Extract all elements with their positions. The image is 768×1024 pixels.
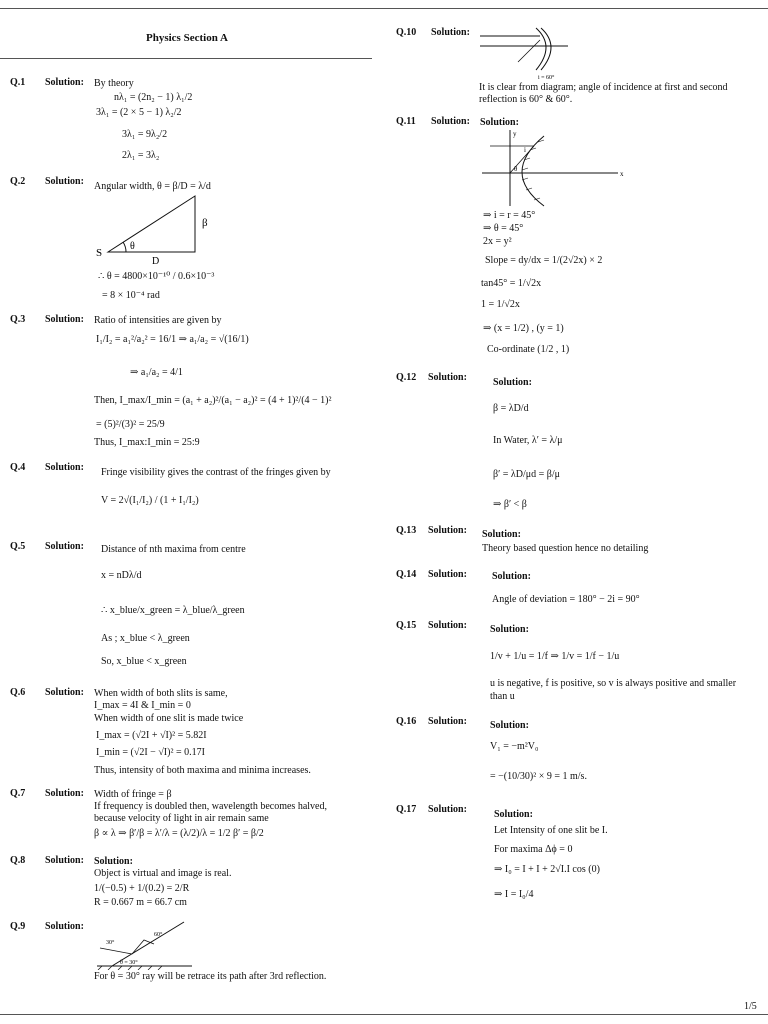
solution-label: Solution: [428, 372, 467, 383]
question-number: Q.15 [396, 620, 417, 631]
solution-line: ⇒ a₁/a₂ = 4/1 [130, 367, 183, 378]
question-number: Q.12 [396, 372, 417, 383]
solution-line: β ∝ λ ⇒ β′/β = λ′/λ = (λ/2)/λ = 1/2 β′ = β/2 [94, 828, 264, 839]
solution-label: Solution: [428, 620, 467, 631]
solution-line: I_max = 4I & I_min = 0 [94, 700, 191, 711]
question-number: Q.16 [396, 716, 417, 727]
solution-line: Solution: [482, 529, 521, 540]
top-rule [0, 8, 768, 9]
solution-line: Slope = dy/dx = 1/(2√2x) × 2 [485, 255, 603, 266]
solution-label: Solution: [45, 855, 84, 866]
solution-label: Solution: [428, 716, 467, 727]
solution-line: Ratio of intensities are given by [94, 315, 222, 326]
solution-line: For maxima Δϕ = 0 [494, 844, 573, 855]
solution-line: = 8 × 10⁻⁴ rad [102, 290, 160, 301]
i-label: i [524, 146, 526, 154]
solution-label: Solution: [428, 569, 467, 580]
s-label: S [96, 247, 103, 259]
solution-line: When width of both slits is same, [94, 688, 228, 699]
solution-line: 1/v + 1/u = 1/f ⇒ 1/v = 1/f − 1/u [490, 651, 620, 662]
solution-line: = −(10/30)² × 9 = 1 m/s. [490, 771, 587, 782]
solution-line: So, x_blue < x_green [101, 656, 187, 667]
solution-label: Solution: [431, 27, 470, 38]
solution-line: R = 0.667 m = 66.7 cm [94, 897, 187, 908]
solution-line: For θ = 30° ray will be retrace its path after 3rd reflection. [94, 971, 327, 982]
bottom-rule [0, 1014, 768, 1015]
solution-label: Solution: [45, 77, 84, 88]
question-number: Q.8 [10, 855, 26, 866]
solution-line: 2x = y² [483, 236, 512, 247]
solution-line: nλ₁ = (2n₂ − 1) λ₁/2 [114, 92, 193, 103]
y-axis-label: y [513, 130, 517, 138]
solution-label: Solution: [45, 462, 84, 473]
solution-line: Solution: [94, 856, 133, 867]
x-axis-label: x [620, 170, 624, 178]
solution-line: u is negative, f is positive, so v is always positive and smaller [490, 678, 737, 689]
question-number: Q.10 [396, 27, 417, 38]
solution-line: = (5)²/(3)² = 25/9 [96, 419, 165, 430]
solution-line: Solution: [490, 720, 529, 731]
solution-line: Then, I_max/I_min = (a₁ + a₂)²/(a₁ − a₂)² = (4 + 1)²/(4 − 1)² [94, 395, 332, 406]
solution-line: Solution: [492, 571, 531, 582]
question-number: Q.11 [396, 116, 416, 127]
solution-line: 3λ₁ = 9λ₂/2 [122, 129, 168, 140]
solution-line: ⇒ (x = 1/2) , (y = 1) [483, 323, 564, 334]
angle-label: 60° [154, 932, 163, 938]
solution-line: x = nDλ/d [101, 570, 142, 581]
question-number: Q.7 [10, 788, 26, 799]
solution-line: 3λ₁ = (2 × 5 − 1) λ₂/2 [96, 107, 182, 118]
question-number: Q.2 [10, 176, 26, 187]
solution-label: Solution: [428, 804, 467, 815]
question-number: Q.9 [10, 921, 26, 932]
question-number: Q.5 [10, 541, 26, 552]
solution-line: Thus, I_max:I_min = 25:9 [94, 437, 200, 448]
solution-line: I_max = (√2I + √I)² = 5.82I [96, 730, 207, 741]
parabolic-mirror-diagram [480, 128, 630, 208]
page-title: Physics Section A [146, 32, 228, 44]
solution-line: Fringe visibility gives the contrast of the fringes given by [101, 467, 331, 478]
solution-line: than u [490, 691, 515, 702]
page-number: 1/5 [744, 1001, 757, 1012]
angle-label: θ = 30° [120, 960, 138, 966]
beta-label: β [202, 217, 208, 229]
question-number: Q.4 [10, 462, 26, 473]
solution-line: Co-ordinate (1/2 , 1) [487, 344, 570, 355]
solution-line: 1 = 1/√2x [481, 299, 520, 310]
solution-line: By theory [94, 78, 134, 89]
solution-line: β = λD/d [493, 403, 529, 414]
solution-line: ⇒ θ = 45° [483, 223, 524, 234]
solution-line: I_min = (√2I − √I)² = 0.17I [96, 747, 205, 758]
solution-label: Solution: [45, 921, 84, 932]
curved-mirror-diagram [478, 24, 588, 80]
solution-line: ∴ θ = 4800×10⁻¹⁰ / 0.6×10⁻³ [98, 271, 215, 282]
triangle-diagram [90, 192, 220, 266]
solution-label: Solution: [45, 541, 84, 552]
solution-line: Theory based question hence no detailing [482, 543, 649, 554]
solution-line: ⇒ β′ < β [493, 499, 527, 510]
question-number: Q.17 [396, 804, 417, 815]
question-number: Q.6 [10, 687, 26, 698]
solution-line: tan45° = 1/√2x [481, 278, 542, 289]
solution-line: Thus, intensity of both maxima and minima increases. [94, 765, 311, 776]
question-number: Q.3 [10, 314, 26, 325]
solution-line: Solution: [494, 809, 533, 820]
d-label: D [152, 256, 160, 266]
solution-line: because velocity of light in air remain same [94, 813, 269, 824]
solution-line: Object is virtual and image is real. [94, 868, 232, 879]
solution-line: β′ = λD/μd = β/μ [493, 469, 560, 480]
solution-line: When width of one slit is made twice [94, 713, 244, 724]
solution-label: Solution: [45, 314, 84, 325]
solution-label: Solution: [45, 687, 84, 698]
mirror-reflection-diagram [92, 918, 202, 970]
incidence-angle-label: i = 60° [538, 75, 555, 80]
theta-label: θ [514, 165, 518, 173]
solution-line: reflection is 60° & 60°. [479, 94, 573, 105]
solution-line: I₁/I₂ = a₁²/a₂² = 16/1 ⇒ a₁/a₂ = √(16/1) [96, 334, 249, 345]
solution-line: As ; x_blue < λ_green [101, 633, 190, 644]
solution-line: ∴ x_blue/x_green = λ_blue/λ_green [101, 605, 245, 616]
solution-line: ⇒ I = I₀/4 [494, 889, 534, 900]
solution-line: Solution: [490, 624, 529, 635]
solution-label: Solution: [45, 176, 84, 187]
question-number: Q.14 [396, 569, 417, 580]
solution-label: Solution: [431, 116, 470, 127]
solution-line: Width of fringe = β [94, 789, 172, 800]
solution-line: 1/(−0.5) + 1/(0.2) = 2/R [94, 883, 190, 894]
solution-label: Solution: [45, 788, 84, 799]
solution-line: ⇒ I₀ = I + I + 2√I.I cos (0) [494, 864, 600, 875]
solution-line: In Water, λ′ = λ/μ [493, 435, 563, 446]
angle-label: 30° [106, 940, 115, 946]
solution-line: Let Intensity of one slit be I. [494, 825, 608, 836]
question-number: Q.13 [396, 525, 417, 536]
solution-line: If frequency is doubled then, wavelength becomes halved, [94, 801, 327, 812]
solution-line: Solution: [480, 117, 519, 128]
solution-line: Angle of deviation = 180° − 2i = 90° [492, 594, 640, 605]
solution-label: Solution: [428, 525, 467, 536]
solution-line: V₁ = −m²V₀ [490, 741, 539, 752]
solution-line: Angular width, θ = β/D = λ/d [94, 181, 211, 192]
theta-label: θ [130, 241, 135, 252]
solution-line: Solution: [493, 377, 532, 388]
solution-line: It is clear from diagram; angle of incidence at first and second [479, 82, 728, 93]
question-number: Q.1 [10, 77, 26, 88]
title-rule [0, 58, 372, 59]
solution-line: V = 2√(I₁/I₂) / (1 + I₁/I₂) [101, 495, 199, 506]
solution-line: ⇒ i = r = 45° [483, 210, 536, 221]
solution-line: 2λ₁ = 3λ₂ [122, 150, 160, 161]
solution-line: Distance of nth maxima from centre [101, 544, 246, 555]
